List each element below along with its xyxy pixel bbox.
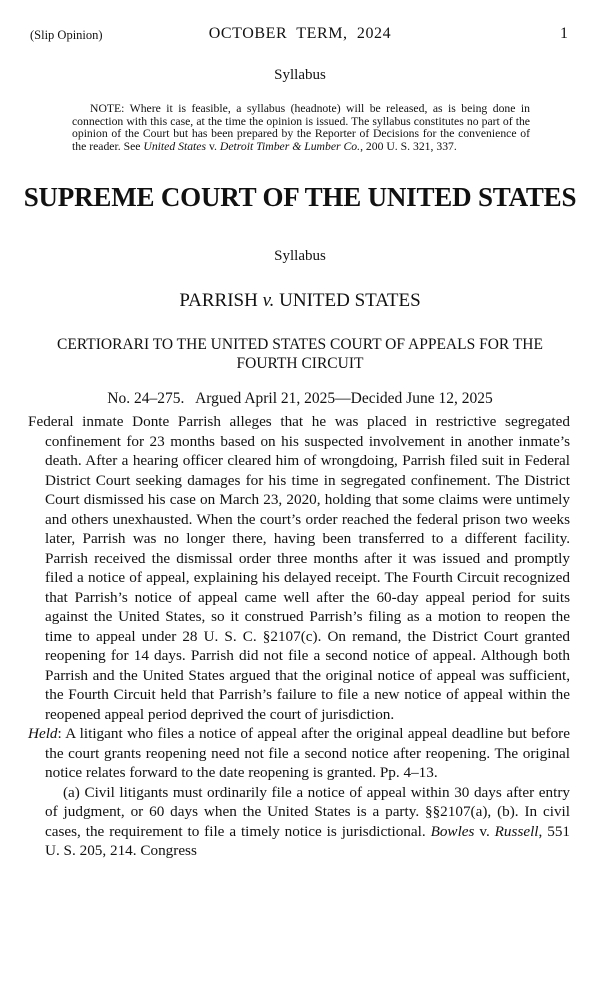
- slip-opinion-label: (Slip Opinion): [30, 28, 103, 42]
- facts-paragraph: Federal inmate Donte Parrish alleges that he was placed in restrictive segregated confinement for 23 months based on his suspected involvement in another inmate’s death. After a hearing officer cleared him of wrongdoing, Parrish filed suit in Federal District Court seeking damages for his time in segregated confinement. The District Court dismissed his case on March 23, 2020, holding that some claims were untimely and others unexhausted. When the court’s order reached the federal prison two weeks later, Parrish was no longer there, having been transferred to a different facility. Parrish received the dismissal order three months after it was issued and promptly filed a notice of appeal, explaining his delayed receipt. The Fourth Circuit recognized that Parrish’s notice of appeal came well after the 60-day appeal period for suits against the United States, so it construed Parrish’s filing as a motion to reopen the time to appeal under 28 U. S. C. §2107(c). On remand, the District Court granted reopening for 14 days. Parrish did not file a second notice of appeal. Although both Parrish and the United States argued that the original notice of appeal was sufficient, the Fourth Circuit held that Parrish’s failure to file a new notice of appeal within the reopened appeal period deprived the court of jurisdiction.: [28, 413, 570, 723]
- term-title: OCTOBER TERM, 2024: [208, 25, 392, 42]
- held-label: Held: [28, 725, 58, 742]
- point-a-paragraph: [28, 783, 570, 861]
- point-a-cite-v: v.: [474, 822, 495, 840]
- syllabus-heading-top: Syllabus: [274, 67, 326, 83]
- syllabus-heading: Syllabus: [274, 248, 326, 264]
- note-cite-party-a: United States: [143, 139, 207, 153]
- petitioner-name: PARRISH: [179, 290, 258, 311]
- point-a-cite-party-a: Bowles: [430, 822, 475, 840]
- note-cite-v: v.: [206, 139, 220, 153]
- reporter-note-text: [72, 103, 530, 153]
- page-number: 1: [560, 25, 568, 42]
- syllabus-body: [28, 412, 570, 861]
- held-paragraph: [28, 724, 570, 783]
- point-a-cite-party-b: Russell: [494, 822, 539, 840]
- respondent-name: UNITED STATES: [279, 290, 421, 311]
- note-body: NOTE: Where it is feasible, a syllabus (headnote) will be released, as is being done in connection with this case, at the time the opinion is issued. The syllabus constitutes no part of the opinion of the Court but has been prepared by the Reporter of Decisions for the convenience of the reader. See: [72, 102, 530, 153]
- docket-line: No. 24–275. Argued April 21, 2025—Decided June 12, 2025: [107, 390, 493, 407]
- reporter-note: [72, 103, 530, 153]
- held-text: : A litigant who files a notice of appeal after the original appeal deadline but before the court grants reopening need not file a second notice after reopening. The original notice relates forward to the date reopening is granted. Pp. 4–13.: [45, 725, 570, 781]
- certiorari-line: CERTIORARI TO THE UNITED STATES COURT OF APPEALS FOR THE FOURTH CIRCUIT: [57, 336, 543, 372]
- case-caption: [0, 290, 600, 312]
- running-header: [30, 25, 570, 45]
- point-a-text: (a) Civil litigants must ordinarily file a notice of appeal within 30 days after entry of judgment, or 60 days when the United States is a party. §§2107(a), (b). In civil cases, the requirement to file a timely notice is jurisdictional.: [45, 783, 570, 840]
- point-a-cite-tail: , 551 U. S. 205, 214. Congress: [45, 822, 571, 859]
- court-name: SUPREME COURT OF THE UNITED STATES: [23, 182, 577, 212]
- note-cite-tail: , 200 U. S. 321, 337.: [360, 139, 457, 153]
- versus-label: v.: [262, 290, 275, 311]
- note-cite-party-b: Detroit Timber & Lumber Co.: [219, 139, 361, 153]
